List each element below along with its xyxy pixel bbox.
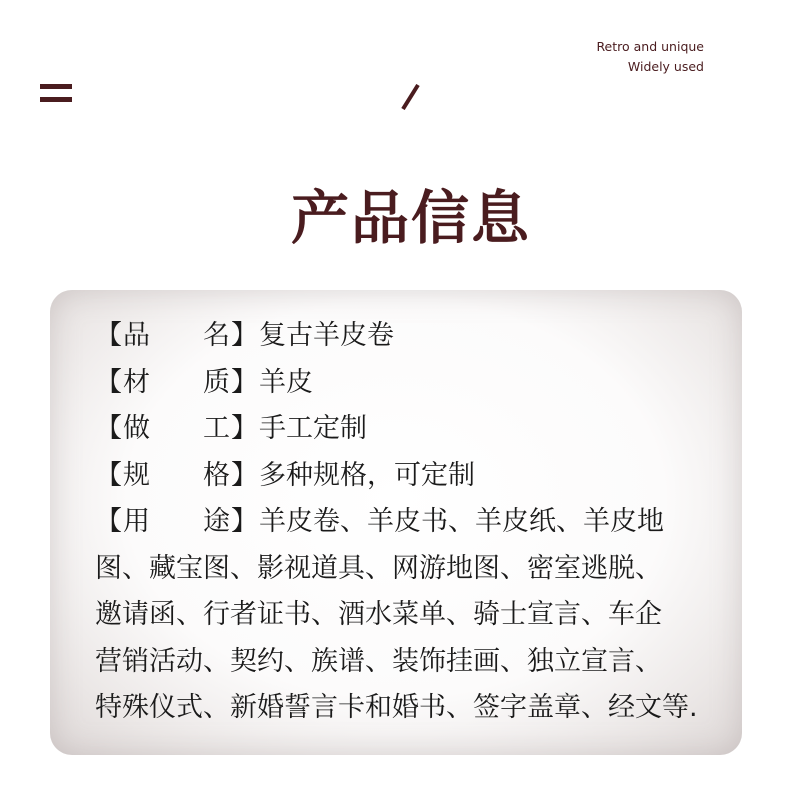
label-char-2: 格 — [203, 459, 230, 491]
info-row-spec — [95, 453, 745, 500]
tagline — [596, 37, 704, 77]
label-char-1: 用 — [123, 506, 150, 537]
info-row-material — [95, 360, 745, 407]
tagline-line-2: Widely used — [627, 59, 704, 74]
close-bracket: 】 — [231, 320, 258, 351]
info-value: 多种规格，可定制 — [259, 459, 475, 491]
page-title: 产品信息 — [290, 184, 531, 252]
label-char-1: 规 — [123, 459, 150, 491]
info-row-uses — [95, 499, 745, 546]
slash-mark — [400, 84, 420, 110]
close-bracket: 】 — [231, 459, 258, 491]
open-bracket: 【 — [95, 413, 122, 444]
close-bracket: 】 — [231, 506, 258, 537]
open-bracket: 【 — [95, 506, 122, 537]
hamburger-menu-icon — [40, 84, 72, 104]
label-char-2: 途 — [203, 506, 230, 537]
open-bracket: 【 — [95, 366, 122, 398]
open-bracket: 【 — [95, 320, 122, 351]
uses-text-line: 特殊仪式、新婚誓言卡和婚书、签字盖章、经文等. — [95, 692, 698, 723]
label-char-2: 工 — [203, 413, 230, 444]
info-value: 羊皮 — [259, 366, 313, 398]
info-value: 羊皮卷、羊皮书、羊皮纸、羊皮地 — [259, 506, 664, 537]
product-info-list — [95, 313, 745, 732]
tagline-line-1: Retro and unique — [596, 39, 704, 54]
label-char-2: 质 — [203, 366, 230, 398]
label-char-2: 名 — [203, 320, 230, 351]
info-row-craft — [95, 406, 745, 453]
uses-text-line: 邀请函、行者证书、酒水菜单、骑士宣言、车企 — [95, 599, 662, 630]
label-char-1: 材 — [123, 366, 150, 398]
close-bracket: 】 — [231, 366, 258, 398]
label-char-1: 做 — [123, 413, 150, 444]
close-bracket: 】 — [231, 413, 258, 444]
info-value: 手工定制 — [259, 413, 367, 444]
info-row-name — [95, 313, 745, 360]
info-value: 复古羊皮卷 — [259, 320, 394, 351]
uses-text-line: 营销活动、契约、族谱、装饰挂画、独立宣言、 — [95, 645, 662, 677]
open-bracket: 【 — [95, 459, 122, 491]
uses-text-line: 图、藏宝图、影视道具、网游地图、密室逃脱、 — [95, 552, 662, 584]
label-char-1: 品 — [123, 320, 150, 351]
